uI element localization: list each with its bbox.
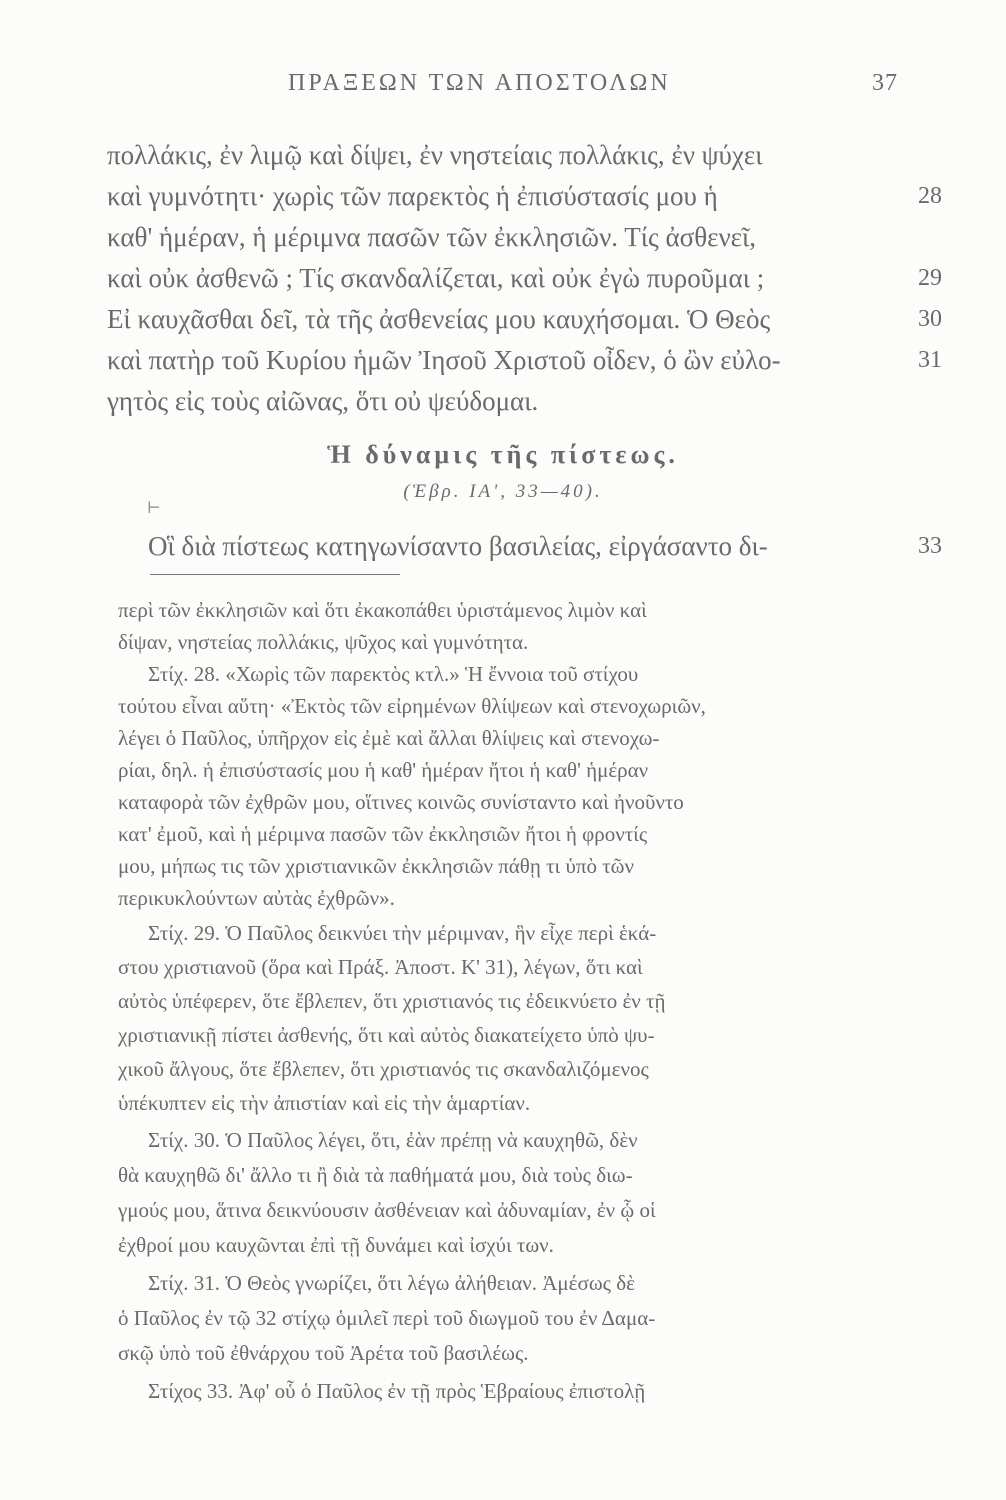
commentary-line: καταφορὰ τῶν ἐχθρῶν μου, οἵτινες κοινῶς συνίσταντο καὶ ἠνοῦντο [118, 790, 684, 814]
commentary-line: Στίχος 33. Ἀφ' οὗ ὁ Παῦλος ἐν τῇ πρὸς Ἑβραίους ἐπιστολῇ [148, 1379, 646, 1403]
commentary-line: αὐτὸς ὑπέφερεν, ὅτε ἔβλεπεν, ὅτι χριστιανός τις ἐδεικνύετο ἐν τῇ [118, 989, 666, 1013]
commentary-line: ὁ Παῦλος ἐν τῷ 32 στίχῳ ὁμιλεῖ περὶ τοῦ διωγμοῦ του ἐν Δαμα- [118, 1306, 656, 1330]
section-opening-line: Οἳ διὰ πίστεως κατηγωνίσαντο βασιλείας, εἰργάσαντο δι- [148, 531, 768, 561]
section-heading: Ἡ δύναμις τῆς πίστεως. [327, 440, 679, 469]
text-line: καὶ γυμνότητι· χωρὶς τῶν παρεκτὸς ἡ ἐπισύστασίς μου ἡ [107, 181, 718, 211]
commentary-line: σκῷ ὑπὸ τοῦ ἐθνάρχου τοῦ Ἀρέτα τοῦ βασιλέως. [118, 1341, 529, 1365]
verse-number: 29 [918, 265, 942, 291]
commentary-line: Στίχ. 29. Ὁ Παῦλος δεικνύει τὴν μέριμναν, ἣν εἶχε περὶ ἑκά- [148, 921, 657, 945]
verse-number: 31 [918, 347, 942, 373]
commentary-line: γμούς μου, ἅτινα δεικνύουσιν ἀσθένειαν καὶ ἀδυναμίαν, ἐν ᾧ οἱ [118, 1198, 656, 1222]
text-line: καὶ πατὴρ τοῦ Κυρίου ἡμῶν Ἰησοῦ Χριστοῦ οἶδεν, ὁ ὢν εὐλο- [107, 345, 781, 375]
text-line: γητὸς εἰς τοὺς αἰῶνας, ὅτι οὐ ψεύδομαι. [107, 386, 539, 416]
commentary-line: Στίχ. 28. «Χωρὶς τῶν παρεκτὸς κτλ.» Ἡ ἔννοια τοῦ στίχου [148, 662, 639, 686]
text-line: πολλάκις, ἐν λιμῷ καὶ δίψει, ἐν νηστείαις πολλάκις, ἐν ψύχει [107, 140, 763, 170]
running-head [288, 70, 898, 110]
text-line: καὶ οὐκ ἀσθενῶ ; Τίς σκανδαλίζεται, καὶ οὐκ ἐγὼ πυροῦμαι ; [107, 263, 765, 293]
commentary-line: τούτου εἶναι αὕτη· «Ἐκτὸς τῶν εἰρημένων θλίψεων καὶ στενοχωριῶν, [118, 694, 706, 718]
commentary-line: ρίαι, δηλ. ἡ ἐπισύστασίς μου ἡ καθ' ἡμέραν ἤτοι ἡ καθ' ἡμέραν [118, 758, 649, 782]
commentary-line: χικοῦ ἄλγους, ὅτε ἔβλεπεν, ὅτι χριστιανός τις σκανδαλιζόμενος [118, 1057, 649, 1081]
commentary-line: περικυκλούντων αὐτὰς ἐχθρῶν». [118, 886, 395, 910]
margin-mark: ⊢ [147, 498, 161, 517]
commentary-line: δίψαν, νηστείας πολλάκις, ψῦχος καὶ γυμνότητα. [118, 630, 529, 654]
verse-number: 33 [918, 533, 942, 559]
commentary-line: ὑπέκυπτεν εἰς τὴν ἀπιστίαν καὶ εἰς τὴν ἁμαρτίαν. [118, 1091, 531, 1115]
commentary-line: ἐχθροί μου καυχῶνται ἐπὶ τῇ δυνάμει καὶ ἰσχύι των. [118, 1233, 554, 1257]
running-title: ΠΡΑΞΕΩΝ ΤΩΝ ΑΠΟΣΤΟΛΩΝ [288, 70, 671, 96]
commentary-line: στου χριστιανοῦ (ὅρα καὶ Πράξ. Ἀποστ. Κ' 31), λέγων, ὅτι καὶ [118, 955, 643, 979]
commentary-line: Στίχ. 30. Ὁ Παῦλος λέγει, ὅτι, ἐὰν πρέπῃ νὰ καυχηθῶ, δὲν [148, 1128, 638, 1152]
text-line: καθ' ἡμέραν, ἡ μέριμνα πασῶν τῶν ἐκκλησιῶν. Τίς ἀσθενεῖ, [107, 222, 757, 252]
footnote-divider [150, 574, 400, 575]
verse-number: 28 [918, 183, 942, 209]
commentary-line: περὶ τῶν ἐκκλησιῶν καὶ ὅτι ἐκακοπάθει ὑριστάμενος λιμὸν καὶ [118, 598, 647, 622]
page-number: 37 [872, 70, 898, 96]
commentary-line: λέγει ὁ Παῦλος, ὑπῆρχον εἰς ἐμὲ καὶ ἄλλαι θλίψεις καὶ στενοχω- [118, 726, 660, 750]
commentary-line: Στίχ. 31. Ὁ Θεὸς γνωρίζει, ὅτι λέγω ἀλήθειαν. Ἀμέσως δὲ [148, 1271, 635, 1295]
commentary-line: χριστιανικῇ πίστει ἀσθενής, ὅτι καὶ αὐτὸς διακατείχετο ὑπὸ ψυ- [118, 1023, 655, 1047]
commentary-line: θὰ καυχηθῶ δι' ἄλλο τι ἢ διὰ τὰ παθήματά μου, διὰ τοὺς διω- [118, 1163, 633, 1187]
verse-number: 30 [918, 306, 942, 332]
commentary-line: μου, μήπως τις τῶν χριστιανικῶν ἐκκλησιῶν πάθῃ τι ὑπὸ τῶν [118, 854, 634, 878]
text-line: Εἰ καυχᾶσθαι δεῖ, τὰ τῆς ἀσθενείας μου καυχήσομαι. Ὁ Θεὸς [107, 304, 771, 334]
commentary-line: κατ' ἐμοῦ, καὶ ἡ μέριμνα πασῶν τῶν ἐκκλησιῶν ἤτοι ἡ φροντίς [118, 822, 648, 846]
section-reference: (Ἑβρ. ΙΑ', 33—40). [403, 481, 603, 502]
